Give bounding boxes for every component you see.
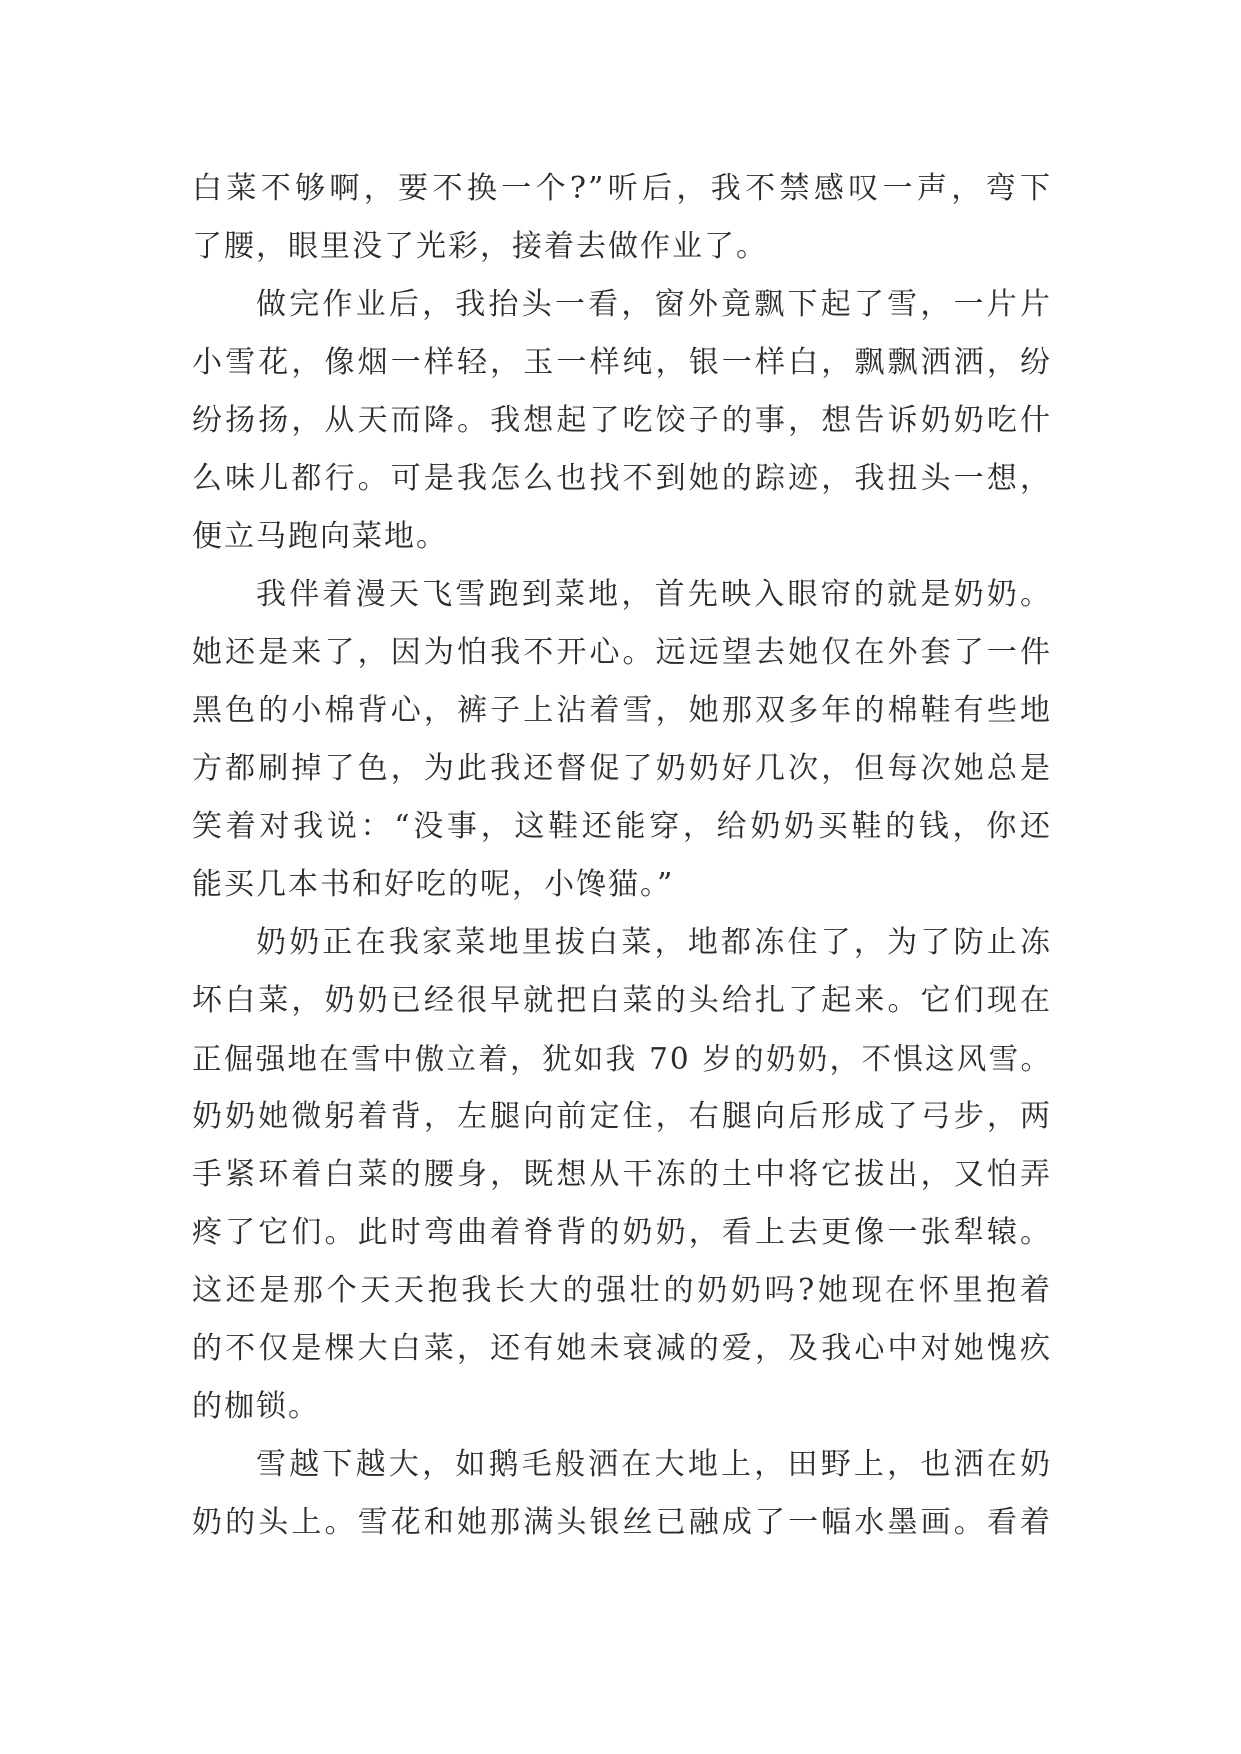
paragraph-4: [192, 914, 1052, 1436]
text-line: 的枷锁。: [192, 1389, 320, 1424]
text-line: 白菜不够啊，要不换一个?”听后，我不禁感叹一声，弯下: [192, 171, 1052, 206]
paragraph-1: [192, 160, 1052, 276]
text-line: 纷扬扬，从天而降。我想起了吃饺子的事，想告诉奶奶吃什: [192, 403, 1052, 438]
text-line: 正倔强地在雪中傲立着，犹如我 70 岁的奶奶，不惧这风雪。: [192, 1042, 1052, 1076]
text-line: 能买几本书和好吃的呢，小馋猫。”: [192, 867, 675, 902]
text-line: 她还是来了，因为怕我不开心。远远望去她仅在外套了一件: [192, 635, 1052, 670]
text-line: 雪越下越大，如鹅毛般洒在大地上，田野上，也洒在奶: [256, 1447, 1052, 1482]
text-line: 这还是那个天天抱我长大的强壮的奶奶吗?她现在怀里抱着: [192, 1273, 1052, 1308]
document-body: [192, 160, 1052, 1552]
text-line: 了腰，眼里没了光彩，接着去做作业了。: [192, 229, 768, 264]
paragraph-5: [192, 1436, 1052, 1552]
text-line: 的不仅是棵大白菜，还有她未衰减的爱，及我心中对她愧疚: [192, 1331, 1052, 1366]
text-line: 黑色的小棉背心，裤子上沾着雪，她那双多年的棉鞋有些地: [192, 693, 1052, 728]
paragraph-3: [192, 566, 1052, 914]
text-line: 笑着对我说：“没事，这鞋还能穿，给奶奶买鞋的钱，你还: [192, 809, 1052, 844]
paragraph-2: [192, 276, 1052, 566]
text-line: 方都刷掉了色，为此我还督促了奶奶好几次，但每次她总是: [192, 751, 1052, 786]
text-line: 做完作业后，我抬头一看，窗外竟飘下起了雪，一片片: [256, 287, 1052, 322]
text-line: 坏白菜，奶奶已经很早就把白菜的头给扎了起来。它们现在: [192, 983, 1052, 1018]
text-line: 手紧环着白菜的腰身，既想从干冻的土中将它拔出，又怕弄: [192, 1157, 1052, 1192]
text-line: 奶奶她微躬着背，左腿向前定住，右腿向后形成了弓步，两: [192, 1099, 1052, 1134]
text-line: 奶奶正在我家菜地里拔白菜，地都冻住了，为了防止冻: [256, 925, 1052, 960]
text-line: 奶的头上。雪花和她那满头银丝已融成了一幅水墨画。看着: [192, 1505, 1052, 1540]
text-line: 疼了它们。此时弯曲着脊背的奶奶，看上去更像一张犁辕。: [192, 1215, 1052, 1250]
text-line: 么味儿都行。可是我怎么也找不到她的踪迹，我扭头一想，: [192, 461, 1052, 496]
text-line: 小雪花，像烟一样轻，玉一样纯，银一样白，飘飘洒洒，纷: [192, 345, 1052, 380]
text-line: 我伴着漫天飞雪跑到菜地，首先映入眼帘的就是奶奶。: [256, 577, 1052, 612]
text-line: 便立马跑向菜地。: [192, 519, 448, 554]
